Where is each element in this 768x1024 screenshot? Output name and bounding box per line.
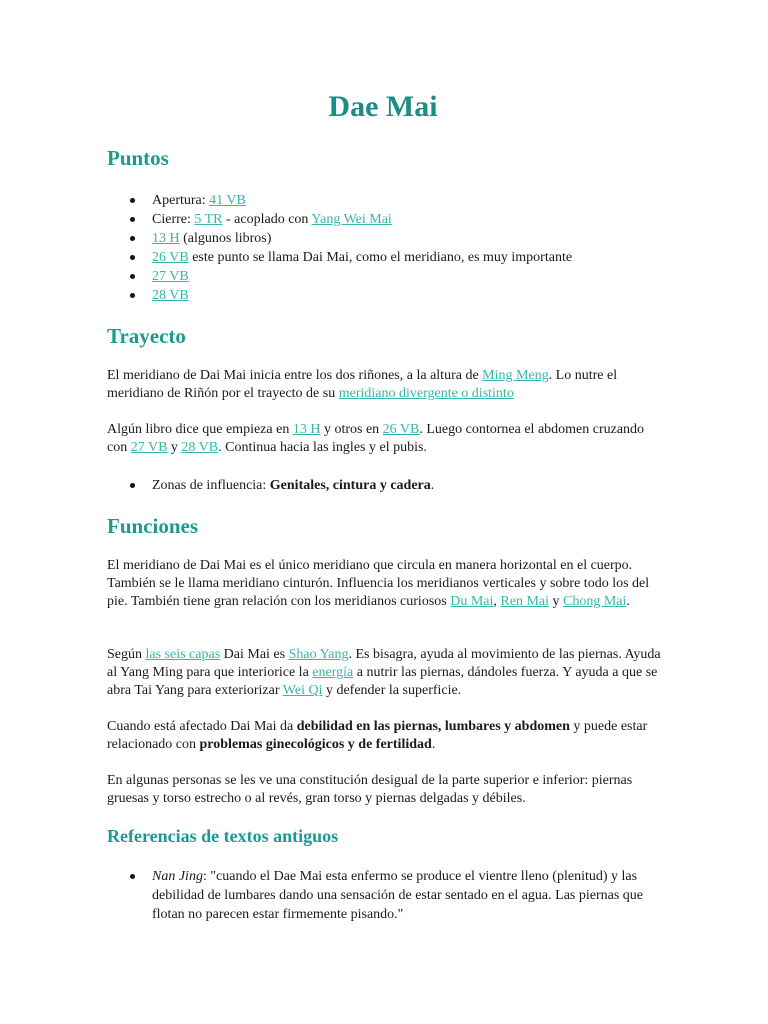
link-ming-meng[interactable]: Ming Meng: [482, 368, 549, 383]
link-27-vb[interactable]: 27 VB: [152, 269, 189, 284]
link-28-vb[interactable]: 28 VB: [152, 288, 189, 303]
funciones-paragraph-4: En algunas personas se les ve una constitución desigual de la parte superior e inferior: piernas gruesas y torso estrecho o al revés, gran torso y piernas delgadas y débiles.: [107, 773, 633, 806]
list-item: [107, 286, 667, 305]
link-du-mai[interactable]: Du Mai: [450, 594, 494, 609]
link-13-h[interactable]: 13 H: [152, 231, 180, 246]
bullet-icon: [130, 874, 135, 879]
link-ren-mai[interactable]: Ren Mai: [500, 594, 549, 609]
page-title: Dae Mai: [328, 90, 438, 123]
link-41-vb[interactable]: 41 VB: [209, 193, 246, 208]
funciones-paragraph-1: El meridiano de Dai Mai es el único meridiano que circula en manera horizontal en el cuerpo. También se le llama meridiano cinturón. Influencia los meridianos verticales y sobre todo los del pie. También tiene gran relación con los meridianos curiosos Du Mai, Ren Mai y Chong Mai.: [107, 558, 650, 609]
link-yang-wei-mai[interactable]: Yang Wei Mai: [311, 212, 392, 227]
list-item: [107, 267, 667, 286]
section-heading-funciones: Funciones: [107, 514, 199, 538]
reference-source: Nan Jing: [152, 869, 203, 884]
section-heading-trayecto: Trayecto: [107, 324, 186, 348]
link-shao-yang[interactable]: Shao Yang: [288, 647, 349, 662]
funciones-paragraph-2: Según las seis capas Dai Mai es Shao Yang. Es bisagra, ayuda al movimiento de las piernas. Ayuda al Yang Ming para que interiorice la energía a nutrir las piernas, dándoles fuerza. Y ayuda a que se abra Tai Yang para exteriorizar Wei Qi y defender la superficie.: [107, 647, 661, 698]
referencias-list: [107, 867, 667, 924]
link-energia[interactable]: energía: [312, 665, 354, 680]
link-26-vb[interactable]: 26 VB: [382, 422, 420, 437]
section-heading-referencias: Referencias de textos antiguos: [107, 826, 339, 846]
section-heading-puntos: Puntos: [107, 146, 169, 170]
link-27-vb[interactable]: 27 VB: [130, 440, 168, 455]
list-item: Cierre: 5 TR - acoplado con Yang Wei Mai: [107, 210, 667, 229]
bullet-icon: [130, 217, 135, 222]
link-26-vb[interactable]: 26 VB: [152, 250, 189, 265]
link-wei-qi[interactable]: Wei Qi: [282, 683, 323, 698]
link-chong-mai[interactable]: Chong Mai: [563, 594, 627, 609]
bullet-icon: [130, 274, 135, 279]
bullet-icon: [130, 198, 135, 203]
link-meridiano-divergente[interactable]: meridiano divergente o distinto: [338, 386, 514, 401]
list-item: Nan Jing: "cuando el Dae Mai esta enfermo se produce el vientre lleno (plenitud) y las debilidad de lumbares dando una sensación de estar sentado en el agua. Las piernas que flotan no parecen estar firmemente pisando.": [107, 867, 667, 924]
bullet-icon: [130, 293, 135, 298]
list-item: 26 VB este punto se llama Dai Mai, como el meridiano, es muy importante: [107, 248, 667, 267]
link-28-vb[interactable]: 28 VB: [181, 440, 219, 455]
puntos-list: [107, 191, 667, 305]
link-5-tr[interactable]: 5 TR: [194, 212, 223, 227]
trayecto-paragraph-2: Algún libro dice que empieza en 13 H y otros en 26 VB. Luego contornea el abdomen cruzando con 27 VB y 28 VB. Continua hacia las ingles y el pubis.: [107, 422, 645, 455]
zonas-list: [107, 476, 667, 495]
list-item: Apertura: 41 VB: [107, 191, 667, 210]
trayecto-paragraph-1: El meridiano de Dai Mai inicia entre los dos riñones, a la altura de Ming Meng. Lo nutre el meridiano de Riñón por el trayecto de su meridiano divergente o distinto: [107, 368, 618, 401]
bullet-icon: [130, 483, 135, 488]
list-item: Zonas de influencia: Genitales, cintura y cadera.: [107, 476, 667, 495]
bullet-icon: [130, 255, 135, 260]
link-las-seis-capas[interactable]: las seis capas: [145, 647, 221, 662]
link-13-h[interactable]: 13 H: [292, 422, 321, 437]
bullet-icon: [130, 236, 135, 241]
funciones-paragraph-3: Cuando está afectado Dai Mai da debilidad en las piernas, lumbares y abdomen y puede estar relacionado con problemas ginecológicos y de fertilidad.: [107, 719, 648, 752]
list-item: 13 H (algunos libros): [107, 229, 667, 248]
